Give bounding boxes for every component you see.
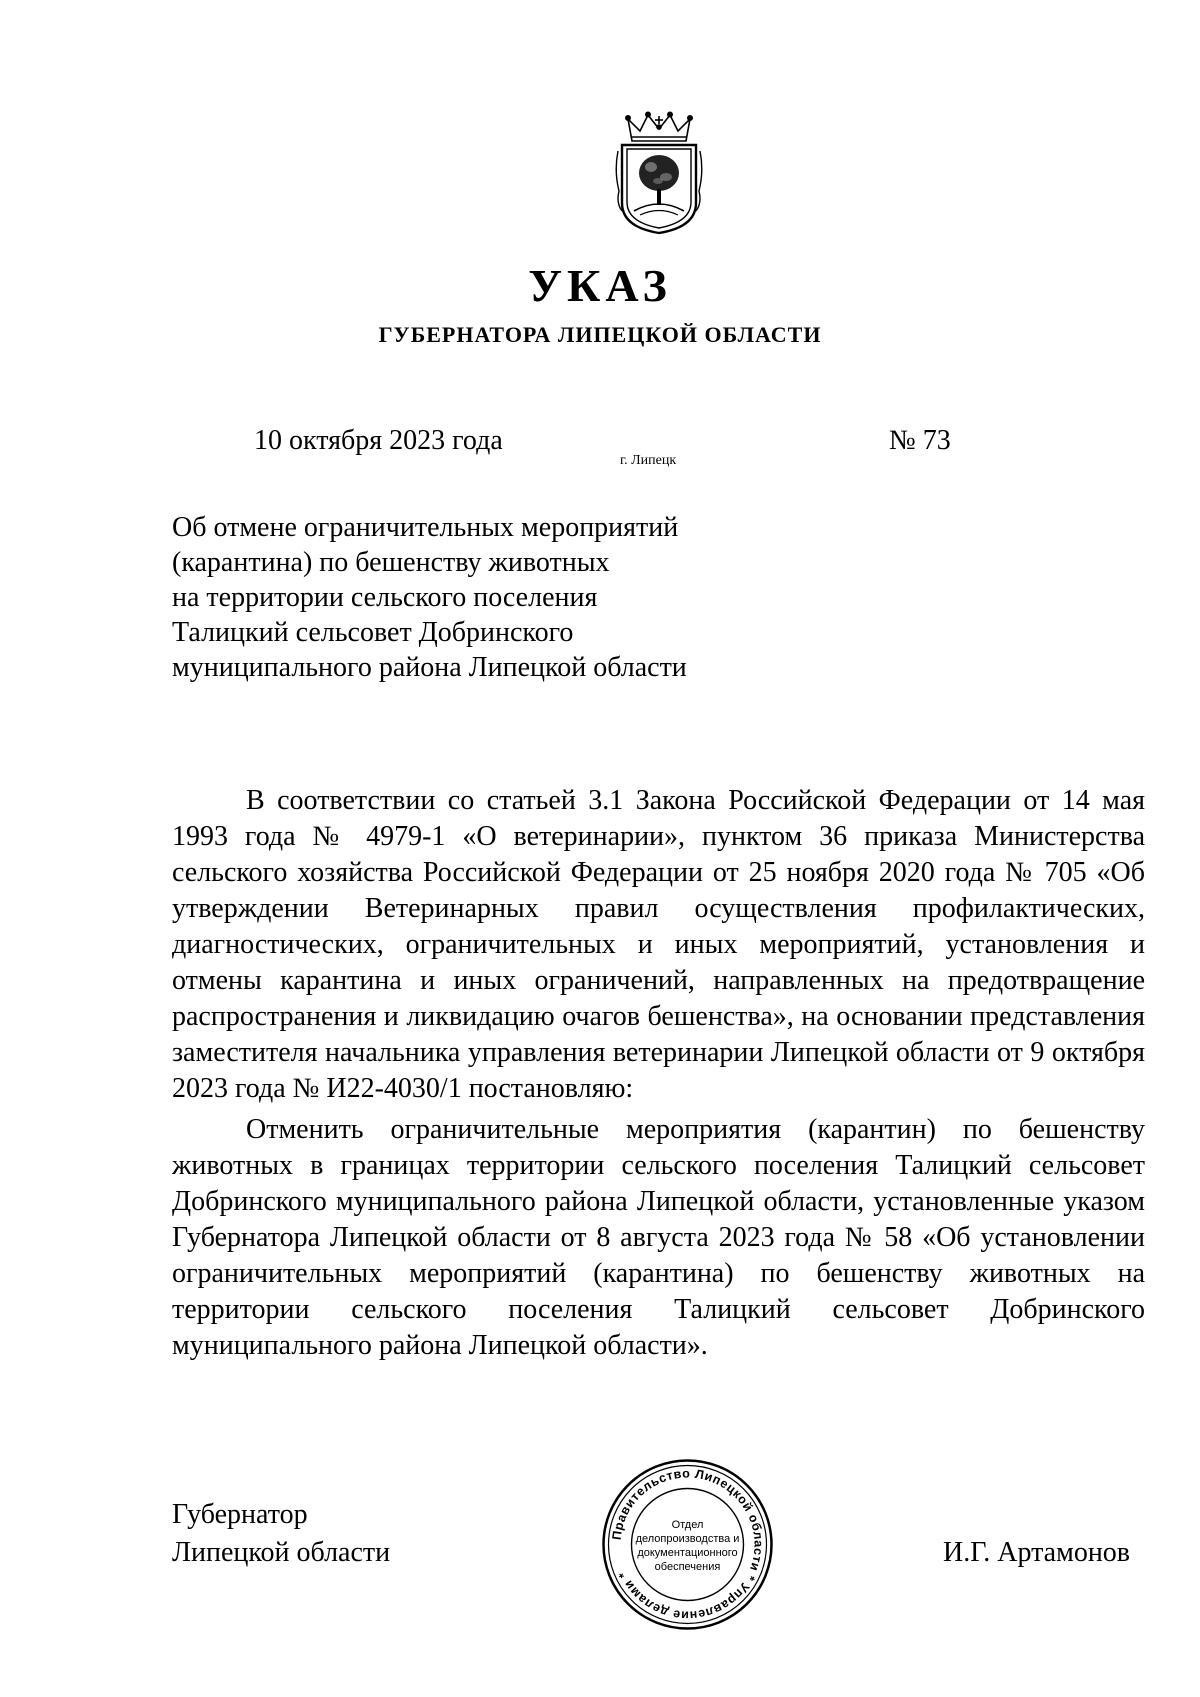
official-stamp — [600, 1457, 775, 1632]
signatory-position — [172, 1496, 390, 1572]
document-number: № 73 — [889, 425, 951, 456]
heading-line: (карантина) по бешенству животных — [172, 547, 610, 578]
stamp-inner-line: делопроизводства и — [635, 1533, 740, 1545]
stamp-inner-line: Отдел — [671, 1519, 704, 1531]
stamp-inner-line: документационного — [637, 1547, 738, 1559]
document-city: г. Липецк — [620, 453, 677, 468]
document-body — [172, 783, 1145, 1369]
stamp-inner-line: обеспечения — [654, 1561, 721, 1573]
stamp-outer-text: Правительство Липецкой области * Управление делами * — [609, 1466, 766, 1623]
heading-line: на территории сельского поселения — [172, 582, 598, 613]
coat-of-arms-icon — [614, 111, 704, 236]
document-title: УКАЗ — [528, 260, 672, 311]
body-paragraph: В соответствии со статьей 3.1 Закона Российской Федерации от 14 мая 1993 года № 4979-1 «О ветеринарии», пунктом 36 приказа Министерства сельского хозяйства Российской Федерации от 25 ноября 2020 года № 705 «Об утверждении Ветеринарных правил осуществления профилактических, диагностических, ограничительных и иных мероприятий, установления и отмены карантина и иных ограничений, направленных на предотвращение распространения и ликвидацию очагов бешенства», на основании представления заместителя начальника управления ветеринарии Липецкой области от 9 октября 2023 года № И22-4030/1 постановляю: — [172, 785, 1145, 1104]
heading-line: Об отмене ограничительных мероприятий — [172, 512, 679, 543]
signatory-position-line: Липецкой области — [172, 1537, 391, 1568]
body-paragraph: Отменить ограничительные мероприятия (карантин) по бешенству животных в границах территории сельского поселения Талицкий сельсовет Добринского муниципального района Липецкой области, установленные указом Губернатора Липецкой области от 8 августа 2023 года № 58 «Об установлении ограничительных мероприятий (карантина) по бешенству животных на территории сельского поселения Талицкий сельсовет Добринского муниципального района Липецкой области». — [172, 1114, 1145, 1361]
signatory-name: И.Г. Артамонов — [943, 1537, 1131, 1568]
document-heading — [172, 510, 732, 685]
heading-line: муниципального района Липецкой области — [172, 652, 687, 683]
signatory-position-line: Губернатор — [172, 1499, 308, 1530]
document-subtitle: ГУБЕРНАТОРА ЛИПЕЦКОЙ ОБЛАСТИ — [378, 322, 822, 347]
heading-line: Талицкий сельсовет Добринского — [172, 617, 574, 648]
document-date: 10 октября 2023 года — [254, 425, 503, 456]
